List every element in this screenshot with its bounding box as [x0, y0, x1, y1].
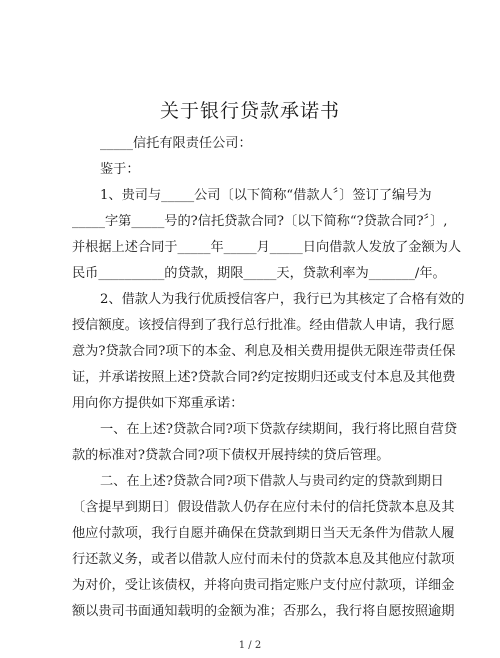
text-line: 意为?贷款合同?项下的本金、利息及相关费用提供无限连带责任保: [72, 344, 456, 359]
text-line: 款的标准对?贷款合同?项下债权开展持续的贷后管理。: [72, 448, 390, 463]
text-line: 用向你方提供如下郑重承诺：: [72, 396, 244, 411]
text-line: _____字第_____号的?信托贷款合同?〔以下简称“?贷款合同?〞〕,: [72, 214, 448, 229]
text-line: 民币__________的贷款，期限_____天，贷款利率为_______/年。: [72, 266, 446, 281]
text-line: 一、在上述?贷款合同?项下贷款存续期间，我行将比照自营贷: [100, 422, 458, 437]
text-line: 授信额度。该授信得到了我行总行批准。经由借款人申请，我行愿: [72, 318, 455, 333]
text-line: 行还款义务，或者以借款人应付而未付的贷款本息及其他应付款项: [72, 552, 455, 567]
text-line: 〔含提早到期日〕假设借款人仍存在应付未付的信托贷款本息及其: [72, 500, 455, 515]
document-title: 关于银行贷款承诺书: [159, 100, 340, 122]
text-line: 鉴于：: [100, 162, 140, 177]
text-line: 证，并承诺按照上述?贷款合同?约定按期归还或支付本息及其他费: [72, 370, 456, 385]
page-number: 1 / 2: [238, 640, 262, 651]
text-line: 并根据上述合同于_____年_____月_____日向借款人发放了金额为人: [72, 240, 462, 255]
text-line: 为对价，受让该债权，并将向贵司指定账户支付应付款项，详细金: [72, 578, 455, 593]
text-line: 额以贵司书面通知载明的金额为准；否那么，我行将自愿按照逾期: [72, 604, 455, 619]
text-line: 他应付款项，我行自愿并确保在贷款到期日当天无条件为借款人履: [72, 526, 455, 541]
text-line: _____信托有限责任公司：: [100, 136, 252, 151]
text-line: 2、借款人为我行优质授信客户，我行已为其核定了合格有效的: [100, 292, 465, 307]
text-line: 二、在上述?贷款合同?项下借款人与贵司约定的贷款到期日: [100, 474, 444, 489]
text-line: 1、贵司与_____公司〔以下简称“借款人〞〕签订了编号为: [100, 188, 432, 203]
